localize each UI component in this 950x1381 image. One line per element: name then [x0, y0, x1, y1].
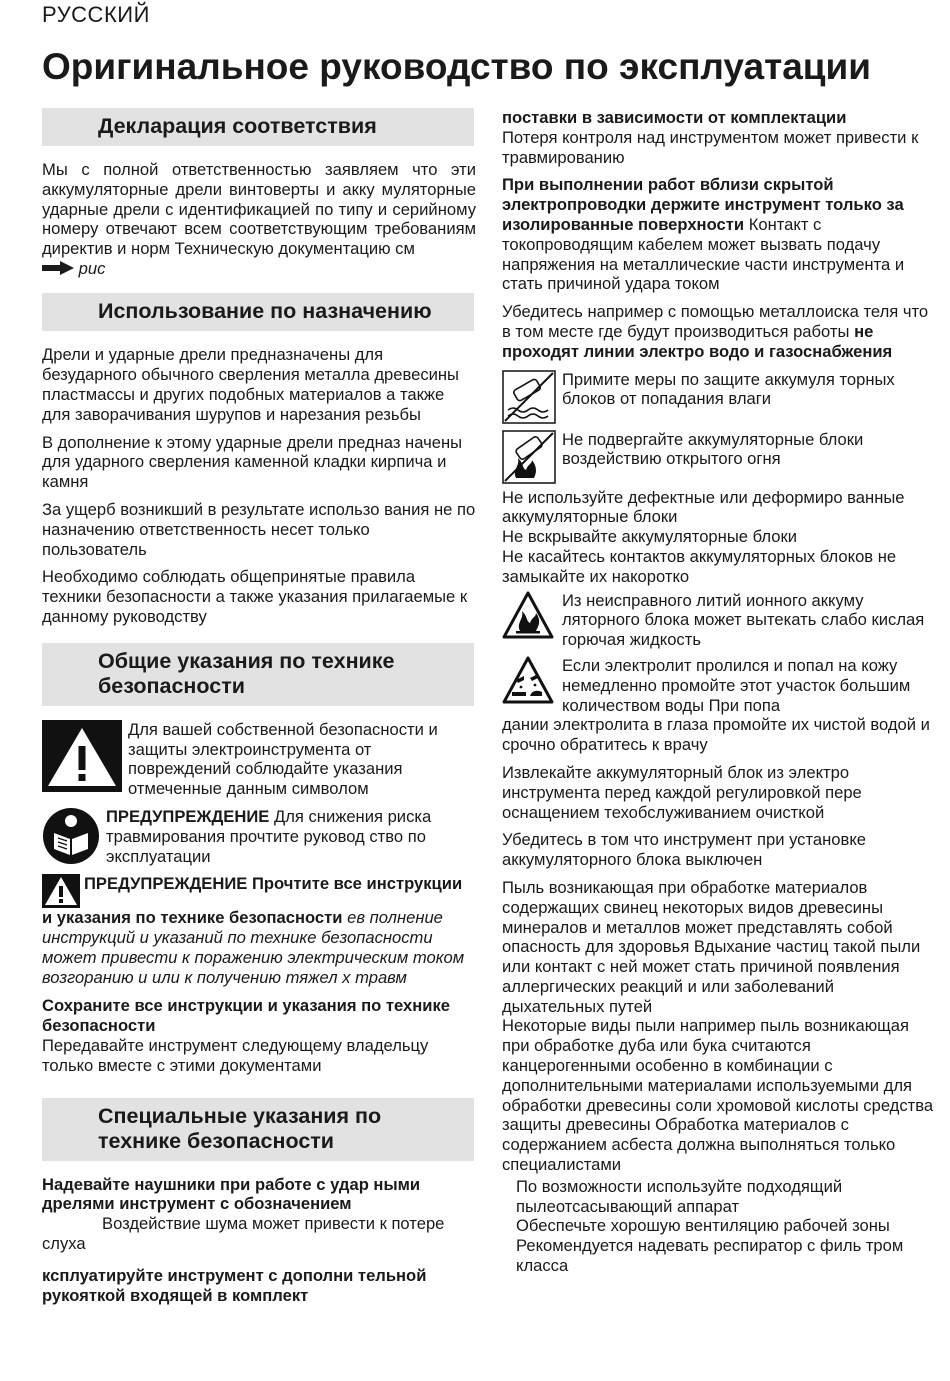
read-instructions-warning — [42, 874, 476, 988]
figure-reference: рис — [78, 258, 106, 278]
defective-battery-text: Не используйте дефектные или деформиро ванные аккумуляторные блоки — [502, 487, 905, 527]
declaration-body: Мы с полной ответственностью заявляем что эти аккумуляторные дрели винтоверты и акку муляторные ударные дрели с идентификацией по типу и серийному номеру отвечают всем соответствующим требованиям директив и норм Техническую документацию см — [42, 160, 476, 259]
read-manual-icon — [42, 807, 100, 865]
dust-note-1: Пыль возникающая при обработке материалов содержащих свинец некоторых видов древесины минералов и металлов может представлять собой опасность для здоровья Вдыхание частиц такой пыли или контакт с ней может стать причиной появления аллергических реакций и или заболеваний дыхательных путей — [502, 877, 921, 1016]
utility-lines-text: Убедитесь например с помощью металлоиска теля что в том месте где будут производиться работы — [502, 302, 929, 341]
list-item: Обеспечьте хорошую вентиляцию рабочей зоны — [516, 1216, 890, 1236]
read-manual-warning — [42, 807, 476, 866]
left-column — [42, 108, 476, 1313]
corrosive-icon — [502, 656, 554, 704]
ear-protection-note — [42, 1175, 476, 1254]
hidden-wiring-bold: При выполнении работ вблизи скрытой электропроводки держите инструмент только за изолированные поверхности — [502, 175, 904, 234]
warning-triangle-small-icon — [42, 874, 80, 908]
fire-warning — [502, 430, 938, 484]
continued-paragraph — [502, 108, 938, 167]
warning-triangle-icon — [42, 720, 122, 792]
safety-symbol-note — [42, 720, 476, 799]
right-column — [502, 108, 938, 1276]
section-heading-general-safety: Общие указания по технике безопасности — [42, 643, 474, 706]
section-heading-special-safety: Специальные указания по технике безопасности — [42, 1098, 474, 1161]
remove-battery-note: Извлекайте аккумуляторный блок из электро инструмента перед каждой регулировкой пере оснащением техобслуживанием очисткой — [502, 762, 862, 822]
dust-note-2: Некоторые виды пыли например пыль возникающая при обработке дуба или бука считаются канцерогенными особенно в комбинации с дополнительными материалами используемыми для обработки древесины соли хромовой кислоты средства защиты древесины Обработка материалов с содержанием асбеста должна выполняться только специалистами — [502, 1016, 934, 1175]
auxiliary-handle-note: ксплуатируйте инструмент с дополни тельной рукояткой входящей в комплект — [42, 1265, 427, 1305]
leak-text: Из неисправного литий ионного аккуму ляторного блока может вытекать слабо кислая горючая жидкость — [562, 590, 925, 650]
warning-text: Для снижения риска травмирования прочтите руковод ство по эксплуатации — [106, 807, 432, 866]
open-battery-text: Не вскрывайте аккумуляторные блоки — [502, 527, 797, 547]
battery-handling-notes — [502, 488, 938, 587]
no-moisture-icon — [502, 370, 556, 424]
electrolyte-warning — [502, 656, 938, 755]
ear-protection-bold: Надевайте наушники при работе с удар ными дрелями инструмент с обозначением — [42, 1174, 421, 1214]
electrolyte-text-a: Если электролит пролился и попал на кожу немедленно промойте этот участок большим количеством воды При попа — [562, 655, 911, 715]
ear-protection-text: Воздействие шума может привести к потере слуха — [42, 1214, 445, 1253]
utility-lines-bold: не проходят линии электро водо и газоснабжения — [502, 321, 893, 361]
keep-instructions-bold: Сохраните все инструкции и указания по технике безопасности — [42, 996, 451, 1036]
leak-warning — [502, 591, 938, 650]
hidden-wiring-note — [502, 175, 938, 294]
switch-off-note: Убедитесь в том что инструмент при установке аккумуляторного блока выключен — [502, 830, 867, 870]
language-label: РУССКИЙ — [42, 2, 150, 27]
warning-label: ПРЕДУПРЕЖДЕНИЕ — [106, 807, 270, 827]
keep-instructions-text: Передавайте инструмент следующему владельцу только вместе с этими документами — [42, 1036, 429, 1075]
intended-use-paragraph: Дрели и ударные дрели предназначены для безударного обычного сверления металла древесины пластмассы и других подобных материалов а также для заворачивания шурупов и нарезания резьбы — [42, 345, 459, 424]
electrolyte-text-b: дании электролита в глаза промойте их чистой водой и срочно обратитесь к врачу — [502, 715, 930, 755]
hidden-wiring-text: Контакт с токопроводящим кабелем может вызвать подачу напряжения на металлические части инструмента и стать причиной удара током — [502, 214, 905, 294]
no-fire-icon — [502, 430, 556, 484]
utility-lines-note — [502, 302, 938, 361]
list-item: По возможности используйте подходящий пылеотсасывающий аппарат — [516, 1176, 843, 1216]
intended-use-paragraph: За ущерб возникший в результате использо вания не по назначению ответственность несет только пользователь — [42, 500, 476, 559]
battery-contacts-text: Не касайтесь контактов аккумуляторных блоков не замыкайте их накоротко — [502, 546, 897, 586]
warning-bold-text: ПРЕДУПРЕЖДЕНИЕ Прочтите все инструкции и указания по технике безопасности — [42, 874, 463, 928]
list-item: Рекомендуется надевать респиратор с филь тром класса — [516, 1236, 904, 1276]
intended-use-paragraph: Необходимо соблюдать общепринятые правила техники безопасности а также указания прилагаемые к данному руководству — [42, 567, 468, 627]
intended-use-paragraph: В дополнение к этому ударные дрели предназ начены для ударного сверления каменной кладки кирпича и камня — [42, 432, 463, 492]
continued-text: Потеря контроля над инструментом может привести к травмированию — [502, 127, 919, 167]
moisture-warning — [502, 370, 938, 424]
moisture-text: Примите меры по защите аккумуля торных блоков от попадания влаги — [562, 369, 895, 409]
warning-italic-text: ев полнение инструкций и указаний по технике безопасности может привести к поражению электрическим током возгоранию и или к получению тяжел х травм — [42, 908, 465, 988]
flammable-icon — [502, 591, 554, 639]
fire-text: Не подвергайте аккумуляторные блоки воздействию открытого огня — [562, 429, 864, 469]
keep-instructions — [42, 996, 476, 1075]
continued-bold: поставки в зависимости от комплектации — [502, 108, 847, 127]
section-heading-intended-use: Использование по назначению — [42, 293, 474, 331]
arrow-right-icon — [42, 260, 74, 280]
section-heading-declaration: Декларация соответствия — [42, 108, 474, 146]
safety-symbol-text: Для вашей собственной безопасности и защиты электроинструмента от повреждений соблюдайте указания отмеченные данным символом — [128, 719, 438, 799]
declaration-text — [42, 160, 476, 279]
page-title: Оригинальное руководство по эксплуатации — [42, 46, 872, 87]
